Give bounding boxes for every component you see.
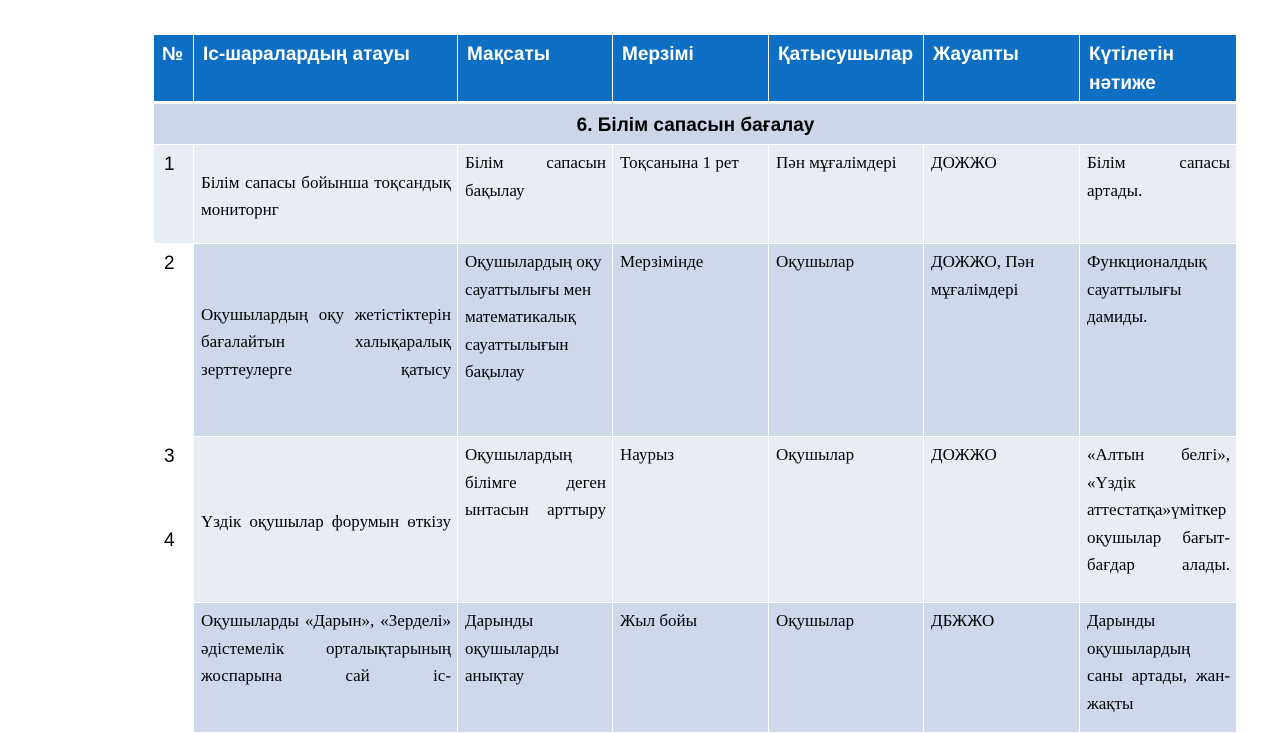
header-name: Іс-шаралардың атауы bbox=[194, 35, 458, 103]
table-row bbox=[154, 145, 1237, 244]
row-name: Білім сапасы бойынша тоқсандық мониторнг bbox=[194, 145, 458, 244]
row-responsible: ДОЖЖО bbox=[924, 145, 1080, 244]
row-responsible: ДОЖЖО bbox=[924, 437, 1080, 603]
row-goal: Дарынды оқушыларды анықтау bbox=[458, 603, 613, 733]
row-participants: Пән мұғалімдері bbox=[769, 145, 924, 244]
row-participants: Оқушылар bbox=[769, 603, 924, 733]
row-responsible: ДБЖЖО bbox=[924, 603, 1080, 733]
table-header-row bbox=[154, 35, 1237, 103]
header-goal: Мақсаты bbox=[458, 35, 613, 103]
header-deadline: Мерзімі bbox=[613, 35, 769, 103]
row-goal: Оқушылардың білімге деген ынтасын арттыру bbox=[458, 437, 613, 603]
section-title: 6. Білім сапасын бағалау bbox=[154, 103, 1237, 145]
row-result: Функционалдық сауаттылығы дамиды. bbox=[1080, 244, 1237, 437]
row-num: 2 bbox=[154, 244, 194, 437]
row-num-merged bbox=[154, 437, 194, 733]
row-result: «Алтын белгі», «Үздік аттестатқа»үміткер оқушылар бағыт-бағдар алады. bbox=[1080, 437, 1237, 603]
row-goal: Білім сапасын бақылау bbox=[458, 145, 613, 244]
row-num: 4 bbox=[164, 529, 175, 551]
row-deadline: Тоқсанына 1 рет bbox=[613, 145, 769, 244]
plan-table-container bbox=[153, 34, 1236, 733]
row-deadline: Жыл бойы bbox=[613, 603, 769, 733]
row-num: 3 bbox=[164, 446, 175, 467]
row-name: Үздік оқушылар форумын өткізу bbox=[194, 437, 458, 603]
row-deadline: Наурыз bbox=[613, 437, 769, 603]
header-responsible: Жауапты bbox=[924, 35, 1080, 103]
row-responsible: ДОЖЖО, Пән мұғалімдері bbox=[924, 244, 1080, 437]
row-goal: Оқушылардың оқу сауаттылығы мен математикалық сауаттылығын бақылау bbox=[458, 244, 613, 437]
row-participants: Оқушылар bbox=[769, 244, 924, 437]
table-row bbox=[154, 244, 1237, 437]
plan-table bbox=[153, 34, 1237, 733]
table-row bbox=[154, 603, 1237, 733]
row-result: Білім сапасы артады. bbox=[1080, 145, 1237, 244]
row-participants: Оқушылар bbox=[769, 437, 924, 603]
section-row bbox=[154, 103, 1237, 145]
header-num: № bbox=[154, 35, 194, 103]
header-participants: Қатысушылар bbox=[769, 35, 924, 103]
row-name: Оқушылардың оқу жетістіктерін бағалайтын халықаралық зерттеулерге қатысу bbox=[194, 244, 458, 437]
row-name: Оқушыларды «Дарын», «Зерделі» әдістемелік орталықтарының жоспарына сай іс- bbox=[194, 603, 458, 733]
row-deadline: Мерзімінде bbox=[613, 244, 769, 437]
row-num: 1 bbox=[154, 145, 194, 244]
row-result: Дарынды оқушылардың саны артады, жан-жақты bbox=[1080, 603, 1237, 733]
header-result: Күтілетін нәтиже bbox=[1080, 35, 1237, 103]
table-row bbox=[154, 437, 1237, 603]
